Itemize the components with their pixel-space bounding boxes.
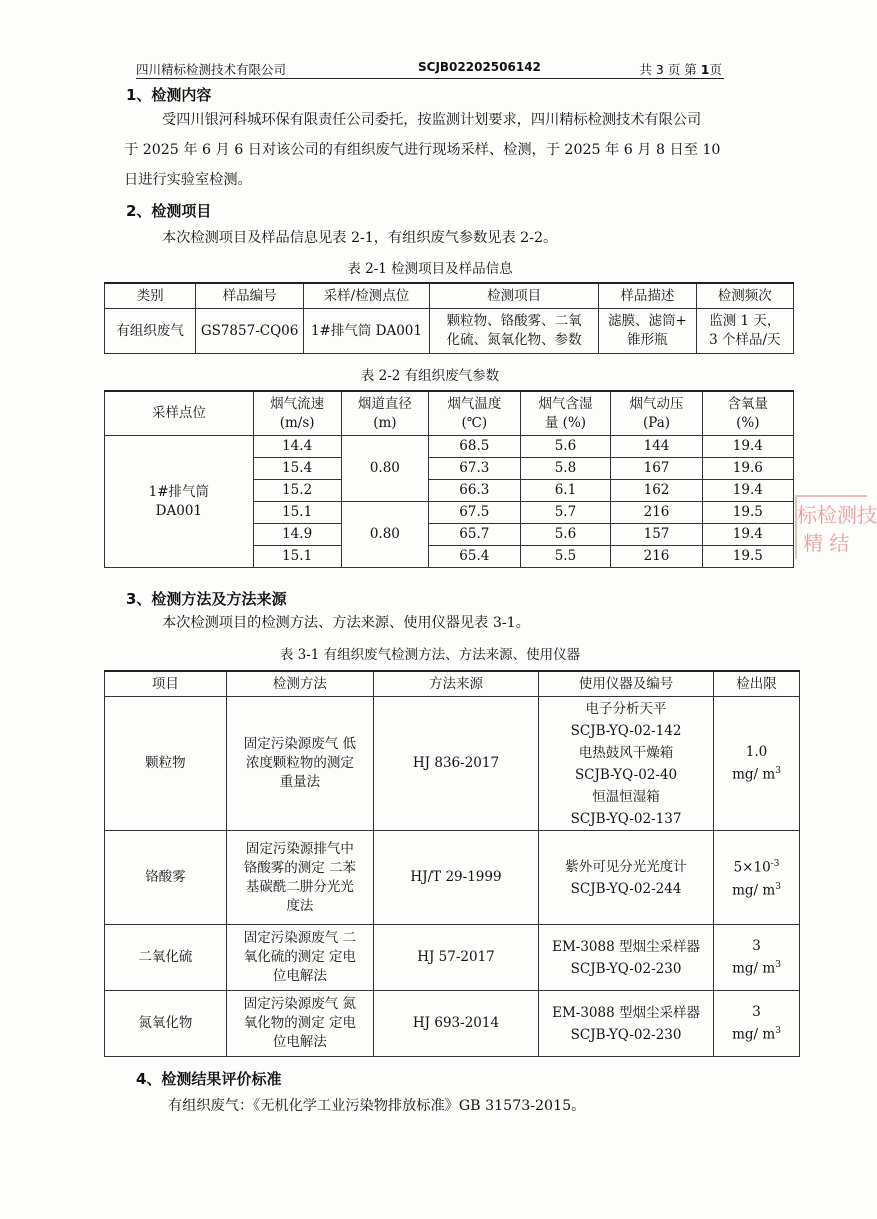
page-number: 1 — [700, 62, 710, 77]
t21-items-line-1: 颗粒物、铬酸雾、二氧 — [446, 313, 582, 329]
t22-point-l1: 1#排气筒 — [148, 483, 210, 500]
t31-instrument-line: SCJB-YQ-02-230 — [570, 960, 682, 977]
t22-flow: 15.2 — [253, 480, 341, 502]
t21-freq-line-2: 3 个样品/天 — [709, 332, 781, 348]
table-2-2-caption: 表 2-2 有组织废气参数 — [360, 368, 500, 384]
t31-method-line: 位电解法 — [272, 968, 327, 984]
t22-header-flow-l1: 烟气流速 — [270, 395, 325, 412]
t22-temp: 65.4 — [429, 546, 520, 568]
header-page-info — [639, 60, 722, 78]
t31-header-method: 检测方法 — [226, 671, 373, 697]
t22-point-l2: DA001 — [155, 502, 203, 519]
t31-instrument-line: SCJB-YQ-02-230 — [570, 1026, 682, 1043]
section-3-heading: 3、检测方法及方法来源 — [126, 590, 287, 608]
t31-method-line: 铬酸雾的测定 二苯 — [243, 859, 357, 876]
t22-header-point — [105, 391, 254, 436]
section-1-line-3: 日进行实验室检测。 — [124, 172, 252, 188]
t31-method-line: 重量法 — [279, 774, 321, 790]
unit-text: mg/ m — [732, 1026, 776, 1043]
t22-temp: 68.5 — [429, 436, 520, 458]
t22-pressure: 216 — [611, 502, 702, 524]
unit-sup: 3 — [775, 881, 781, 892]
t31-instrument-line: 恒温恒湿箱 — [592, 788, 660, 805]
t31-instrument-line: SCJB-YQ-02-244 — [570, 880, 682, 897]
t22-temp: 67.5 — [429, 502, 520, 524]
t31-method — [226, 991, 373, 1057]
t22-oxygen: 19.4 — [702, 480, 793, 502]
t31-item: 铬酸雾 — [105, 831, 227, 925]
t22-moisture: 5.8 — [520, 458, 611, 480]
t22-pressure: 157 — [611, 524, 702, 546]
t31-method — [226, 831, 373, 925]
t22-header-pressure-l2: (Pa) — [642, 414, 671, 431]
t21-header-point: 采样/检测点位 — [303, 283, 429, 309]
t22-moisture: 6.1 — [520, 480, 611, 502]
t31-method — [226, 697, 373, 831]
section-4-text: 有组织废气：《无机化学工业污染物排放标准》GB 31573-2015。 — [168, 1098, 586, 1114]
t31-header-limit: 检出限 — [714, 671, 800, 697]
t22-header-oxygen — [702, 391, 793, 436]
seal-stamp — [795, 495, 877, 565]
t21-header-items: 检测项目 — [430, 283, 599, 309]
t22-point — [105, 436, 254, 568]
unit-text: mg/ m — [732, 960, 776, 977]
section-2-heading: 2、检测项目 — [126, 202, 212, 220]
t31-limit — [714, 831, 800, 925]
t22-diameter: 0.80 — [341, 436, 429, 502]
t21-header-freq: 检测频次 — [696, 283, 793, 309]
limit-sup: -3 — [770, 859, 780, 869]
t31-source: HJ 693-2014 — [373, 991, 538, 1057]
t31-instrument-line: EM-3088 型烟尘采样器 — [552, 1004, 700, 1021]
table-row — [105, 436, 794, 458]
t31-item: 颗粒物 — [105, 697, 227, 831]
t21-items-line-2: 化硫、氮氧化物、参数 — [446, 332, 582, 348]
t22-header-temp-l2: (℃) — [461, 414, 488, 431]
section-2-text: 本次检测项目及样品信息见表 2-1，有组织废气参数见表 2-2。 — [162, 230, 558, 246]
t21-items — [430, 309, 599, 354]
t22-header-moisture — [520, 391, 611, 436]
header-company: 四川精标检测技术有限公司 — [136, 62, 287, 77]
table-2-1 — [104, 282, 794, 354]
section-1-line-2: 于 2025 年 6 月 6 日对该公司的有组织废气进行现场采样、检测，于 2025 年 6 月 8 日至 10 — [124, 142, 721, 158]
t22-header-point-l1: 采样点位 — [151, 405, 206, 421]
table-3-1-caption: 表 3-1 有组织废气检测方法、方法来源、使用仪器 — [279, 647, 581, 663]
page-suffix: 页 — [709, 62, 722, 77]
page-header — [136, 58, 724, 79]
t31-header-item: 项目 — [105, 671, 227, 697]
table-2-1-caption: 表 2-1 检测项目及样品信息 — [347, 261, 513, 277]
t21-desc — [599, 309, 696, 354]
t21-freq-line-1: 监测 1 天， — [709, 313, 781, 329]
t22-header-flow-l2: (m/s) — [279, 414, 315, 431]
t31-method-line: 位电解法 — [272, 1034, 327, 1050]
t22-flow: 14.9 — [253, 524, 341, 546]
t31-instruments — [539, 925, 714, 991]
t22-diameter: 0.80 — [341, 502, 429, 568]
page-prefix: 共 3 页 第 — [639, 62, 697, 77]
t31-method-line: 度法 — [286, 897, 314, 914]
table-row — [105, 831, 800, 925]
t22-temp: 67.3 — [429, 458, 520, 480]
section-1-line-1: 受四川银河科城环保有限责任公司委托，按监测计划要求，四川精标检测技术有限公司 — [162, 112, 702, 128]
t31-method-line: 基碳酰二肼分光光 — [245, 878, 354, 895]
table-row — [105, 697, 800, 831]
t31-limit-value: 3 — [752, 1003, 761, 1020]
t31-item: 氮氧化物 — [105, 991, 227, 1057]
t22-header-diameter — [341, 391, 429, 436]
table-2-2 — [104, 390, 794, 568]
t21-sample-no: GS7857-CQ06 — [196, 309, 304, 354]
t22-temp: 66.3 — [429, 480, 520, 502]
unit-sup: 3 — [775, 765, 781, 776]
t31-item: 二氧化硫 — [105, 925, 227, 991]
t22-header-temp-l1: 烟气温度 — [447, 395, 502, 412]
t22-header-diameter-l2: (m) — [373, 414, 397, 431]
t31-method-line: 固定污染源废气 氮 — [243, 996, 357, 1012]
t21-point: 1#排气筒 DA001 — [303, 309, 429, 354]
t31-method-line: 固定污染源废气 二 — [243, 930, 357, 946]
t22-header-moisture-l1: 烟气含湿 — [538, 395, 593, 412]
t31-limit-value: 3 — [752, 937, 761, 954]
unit-sup: 3 — [775, 959, 781, 970]
t21-desc-line-1: 滤膜、滤筒+ — [607, 313, 687, 329]
t22-header-diameter-l1: 烟道直径 — [357, 395, 412, 412]
t31-source: HJ/T 29-1999 — [373, 831, 538, 925]
t22-pressure: 144 — [611, 436, 702, 458]
section-1-heading: 1、检测内容 — [126, 86, 212, 104]
t31-limit-unit — [716, 762, 797, 785]
t22-header-oxygen-l1: 含氧量 — [727, 395, 769, 412]
t22-moisture: 5.7 — [520, 502, 611, 524]
t22-moisture: 5.6 — [520, 436, 611, 458]
t22-header-flow — [253, 391, 341, 436]
t31-method-line: 浓度颗粒物的测定 — [245, 755, 354, 771]
t21-header-desc: 样品描述 — [599, 283, 696, 309]
t22-header-pressure — [611, 391, 702, 436]
t31-instrument-line: EM-3088 型烟尘采样器 — [552, 938, 700, 955]
unit-sup: 3 — [775, 1025, 781, 1036]
t31-method-line: 氧化物的测定 定电 — [243, 1015, 357, 1031]
t22-flow: 15.1 — [253, 502, 341, 524]
t22-flow: 15.4 — [253, 458, 341, 480]
t31-limit — [714, 991, 800, 1057]
t22-oxygen: 19.6 — [702, 458, 793, 480]
header-report-code: SCJB02202506142 — [418, 60, 541, 74]
unit-text: mg/ m — [732, 766, 776, 783]
t21-header-category: 类别 — [105, 283, 196, 309]
t22-pressure: 216 — [611, 546, 702, 568]
t22-moisture: 5.5 — [520, 546, 611, 568]
t31-instrument-line: SCJB-YQ-02-40 — [574, 766, 678, 783]
t31-limit — [714, 925, 800, 991]
t31-limit-value — [716, 855, 797, 878]
t22-header-oxygen-l2: (%) — [736, 414, 760, 431]
t31-method-line: 氧化硫的测定 定电 — [243, 949, 357, 965]
t31-limit-unit — [716, 1022, 797, 1045]
t31-method — [226, 925, 373, 991]
t22-moisture: 5.6 — [520, 524, 611, 546]
t22-oxygen: 19.5 — [702, 546, 793, 568]
t22-header-moisture-l2: 量 (%) — [544, 414, 587, 431]
t31-method-line: 固定污染源废气 低 — [243, 736, 357, 752]
seal-text-line-2: 精 结 — [803, 531, 850, 555]
t31-instruments — [539, 697, 714, 831]
t22-header-temp — [429, 391, 520, 436]
t22-pressure: 162 — [611, 480, 702, 502]
t22-oxygen: 19.4 — [702, 436, 793, 458]
t31-limit-unit — [716, 878, 797, 901]
t31-limit — [714, 697, 800, 831]
t22-pressure: 167 — [611, 458, 702, 480]
t31-source: HJ 57-2017 — [373, 925, 538, 991]
t31-instrument-line: 电热鼓风干燥箱 — [578, 744, 674, 761]
section-4-heading: 4、检测结果评价标准 — [136, 1070, 282, 1088]
t31-instruments — [539, 991, 714, 1057]
t31-instrument-line: SCJB-YQ-02-137 — [570, 810, 682, 827]
t22-oxygen: 19.4 — [702, 524, 793, 546]
t22-temp: 65.7 — [429, 524, 520, 546]
t31-header-source: 方法来源 — [373, 671, 538, 697]
table-row — [105, 309, 794, 354]
t22-oxygen: 19.5 — [702, 502, 793, 524]
t21-header-sample-no: 样品编号 — [196, 283, 304, 309]
t22-flow: 14.4 — [253, 436, 341, 458]
table-row — [105, 925, 800, 991]
t31-instrument-line: SCJB-YQ-02-142 — [570, 722, 682, 739]
t21-freq — [696, 309, 793, 354]
seal-text-line-1: 标检测技 — [797, 503, 877, 527]
t31-limit-value: 1.0 — [745, 743, 768, 760]
t21-desc-line-2: 锥形瓶 — [627, 332, 668, 348]
t31-instrument-line: 紫外可见分光光度计 — [565, 858, 687, 875]
t21-category: 有组织废气 — [105, 309, 196, 354]
t31-header-instruments: 使用仪器及编号 — [539, 671, 714, 697]
table-row — [105, 991, 800, 1057]
t31-limit-unit — [716, 956, 797, 979]
t31-instrument-line: 电子分析天平 — [585, 700, 667, 717]
unit-text: mg/ m — [732, 882, 776, 898]
t22-header-pressure-l1: 烟气动压 — [629, 395, 684, 412]
t31-source: HJ 836-2017 — [373, 697, 538, 831]
t22-flow: 15.1 — [253, 546, 341, 568]
limit-text: 5×10 — [733, 859, 771, 876]
t31-method-line: 固定污染源排气中 — [245, 840, 354, 857]
section-3-text: 本次检测项目的检测方法、方法来源、使用仪器见表 3-1。 — [162, 615, 530, 631]
table-3-1 — [104, 670, 800, 1057]
t31-instruments — [539, 831, 714, 925]
